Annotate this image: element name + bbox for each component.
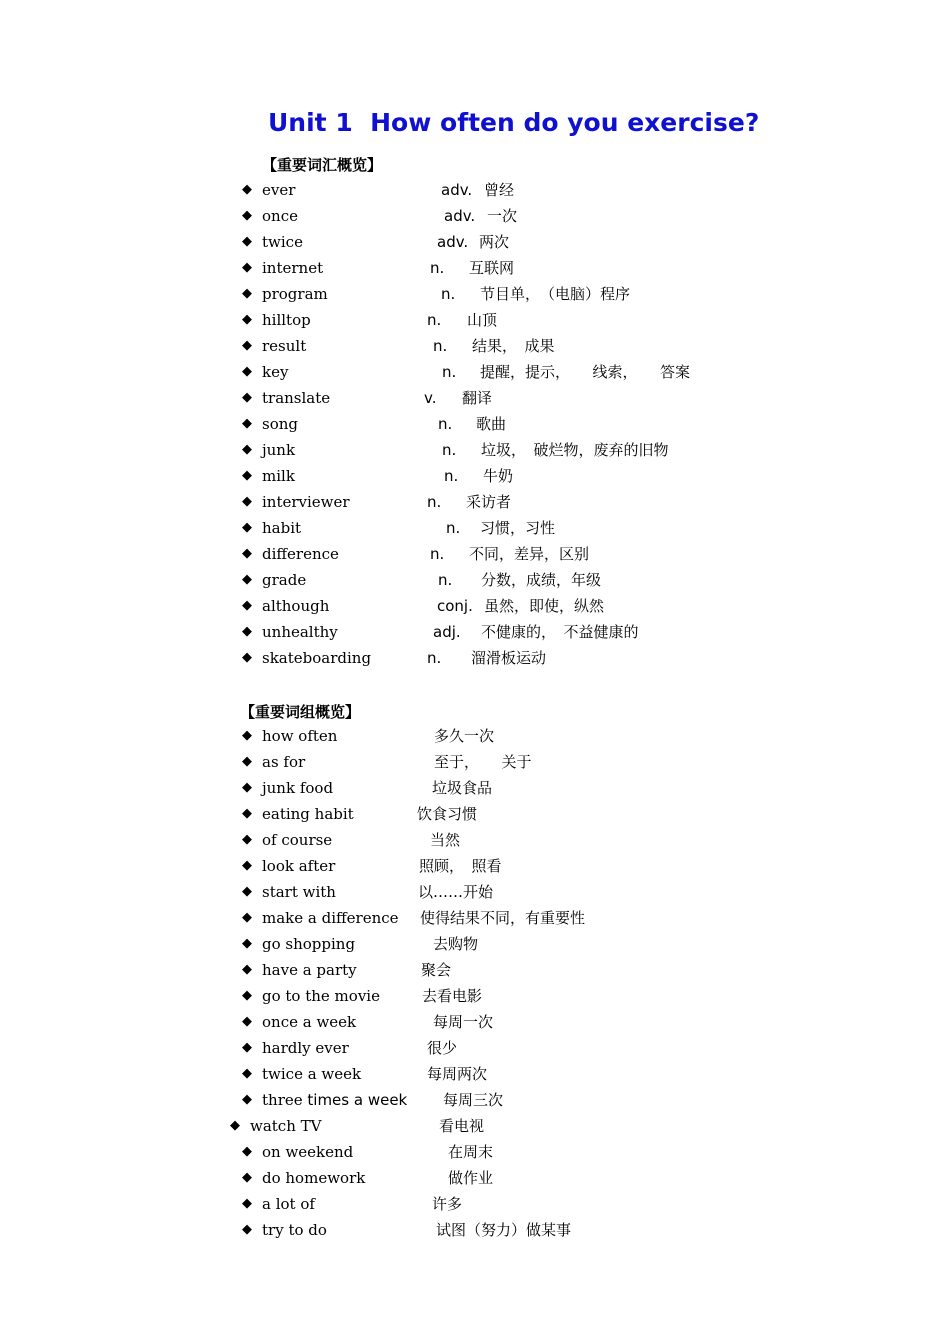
page-title: Unit 1 How often do you exercise? <box>268 108 760 137</box>
vocab-meaning: 习惯，习性 <box>480 519 556 537</box>
diamond-bullet-icon: ◆ <box>242 546 252 561</box>
phrase-meaning: 垃圾食品 <box>432 779 493 797</box>
vocab-word: key <box>262 363 289 381</box>
vocab-word: hilltop <box>262 311 311 329</box>
diamond-bullet-icon: ◆ <box>242 260 252 275</box>
phrase-meaning: 许多 <box>432 1195 463 1213</box>
diamond-bullet-icon: ◆ <box>242 182 252 197</box>
vocab-meaning: 曾经 <box>484 181 515 199</box>
vocab-pos: adj. <box>433 623 461 641</box>
vocab-word: difference <box>262 545 339 563</box>
vocab-word: once <box>262 207 298 225</box>
diamond-bullet-icon: ◆ <box>242 598 252 613</box>
vocab-pos: n. <box>446 519 461 537</box>
phrase-meaning: 去看电影 <box>422 987 483 1005</box>
phrase-meaning: 试图（努力）做某事 <box>436 1221 572 1239</box>
vocab-word: interviewer <box>262 493 350 511</box>
vocab-pos: n. <box>427 493 442 511</box>
vocab-word: ever <box>262 181 296 199</box>
phrase-meaning: 当然 <box>430 831 461 849</box>
diamond-bullet-icon: ◆ <box>242 1222 252 1237</box>
phrase-meaning: 去购物 <box>433 935 479 953</box>
vocab-word: translate <box>262 389 331 407</box>
phrase-meaning: 每周三次 <box>443 1091 504 1109</box>
diamond-bullet-icon: ◆ <box>242 624 252 639</box>
phrase-meaning: 以……开始 <box>418 883 494 901</box>
phrase-text: on weekend <box>262 1143 354 1161</box>
diamond-bullet-icon: ◆ <box>242 962 252 977</box>
phrase-text: have a party <box>262 961 357 979</box>
diamond-bullet-icon: ◆ <box>242 936 252 951</box>
vocab-pos: adv. <box>444 207 476 225</box>
vocab-word: milk <box>262 467 295 485</box>
vocab-word: unhealthy <box>262 623 338 641</box>
vocab-pos: n. <box>430 545 445 563</box>
phrase-text: do homework <box>262 1169 366 1187</box>
vocab-meaning: 溜滑板运动 <box>471 649 547 667</box>
diamond-bullet-icon: ◆ <box>242 988 252 1003</box>
vocab-pos: n. <box>427 649 442 667</box>
phrase-text: start with <box>262 883 336 901</box>
vocab-meaning: 牛奶 <box>483 467 514 485</box>
phrase-section-heading: 【重要词组概览】 <box>240 703 361 721</box>
vocab-word: habit <box>262 519 302 537</box>
diamond-bullet-icon: ◆ <box>242 442 252 457</box>
diamond-bullet-icon: ◆ <box>242 286 252 301</box>
vocab-meaning: 节目单， （电脑）程序 <box>480 285 631 303</box>
diamond-bullet-icon: ◆ <box>242 780 252 795</box>
diamond-bullet-icon: ◆ <box>242 1170 252 1185</box>
vocab-pos: v. <box>424 389 437 407</box>
phrase-text: junk food <box>262 779 334 797</box>
vocab-meaning: 不健康的， 不益健康的 <box>481 623 639 641</box>
phrase-text: a lot of <box>262 1195 315 1213</box>
vocab-meaning: 分数，成绩，年级 <box>481 571 602 589</box>
diamond-bullet-icon: ◆ <box>242 728 252 743</box>
vocab-pos: n. <box>438 571 453 589</box>
vocab-pos: n. <box>433 337 448 355</box>
phrase-text: go to the movie <box>262 987 380 1005</box>
phrase-text <box>262 1087 407 1113</box>
vocab-word: although <box>262 597 330 615</box>
phrase-text: try to do <box>262 1221 327 1239</box>
diamond-bullet-icon: ◆ <box>242 572 252 587</box>
phrase-text: how often <box>262 727 338 745</box>
diamond-bullet-icon: ◆ <box>242 494 252 509</box>
vocab-word: skateboarding <box>262 649 372 667</box>
phrase-text: make a difference <box>262 909 399 927</box>
vocab-pos: adv. <box>441 181 473 199</box>
vocab-meaning: 山顶 <box>467 311 498 329</box>
vocab-meaning: 互联网 <box>469 259 515 277</box>
diamond-bullet-icon: ◆ <box>242 390 252 405</box>
diamond-bullet-icon: ◆ <box>242 1092 252 1107</box>
diamond-bullet-icon: ◆ <box>242 1196 252 1211</box>
diamond-bullet-icon: ◆ <box>230 1118 240 1133</box>
diamond-bullet-icon: ◆ <box>242 910 252 925</box>
phrase-text: go shopping <box>262 935 356 953</box>
phrase-meaning: 聚会 <box>421 961 452 979</box>
phrase-text: of course <box>262 831 333 849</box>
diamond-bullet-icon: ◆ <box>242 520 252 535</box>
diamond-bullet-icon: ◆ <box>242 1144 252 1159</box>
phrase-text-part: times a week <box>307 1091 408 1109</box>
vocab-section-heading: 【重要词汇概览】 <box>262 156 383 174</box>
vocab-word: result <box>262 337 307 355</box>
vocab-word: junk <box>262 441 296 459</box>
vocab-pos: n. <box>427 311 442 329</box>
vocab-pos: n. <box>444 467 459 485</box>
vocab-pos: adv. <box>437 233 469 251</box>
vocab-pos: n. <box>442 363 457 381</box>
vocab-pos: n. <box>441 285 456 303</box>
diamond-bullet-icon: ◆ <box>242 858 252 873</box>
diamond-bullet-icon: ◆ <box>242 1066 252 1081</box>
phrase-meaning: 很少 <box>427 1039 458 1057</box>
phrase-text: look after <box>262 857 336 875</box>
phrase-meaning: 每周两次 <box>427 1065 488 1083</box>
diamond-bullet-icon: ◆ <box>242 468 252 483</box>
diamond-bullet-icon: ◆ <box>242 832 252 847</box>
diamond-bullet-icon: ◆ <box>242 884 252 899</box>
phrase-meaning: 饮食习惯 <box>417 805 478 823</box>
vocab-pos: n. <box>442 441 457 459</box>
phrase-text-part: three <box>262 1091 308 1109</box>
phrase-meaning: 做作业 <box>448 1169 494 1187</box>
vocab-word: internet <box>262 259 324 277</box>
phrase-text: as for <box>262 753 306 771</box>
phrase-meaning: 照顾， 照看 <box>419 857 502 875</box>
vocab-meaning: 不同，差异，区别 <box>469 545 590 563</box>
vocab-pos: n. <box>430 259 445 277</box>
phrase-text: watch TV <box>250 1117 322 1135</box>
phrase-meaning: 看电视 <box>439 1117 485 1135</box>
diamond-bullet-icon: ◆ <box>242 806 252 821</box>
vocab-meaning: 歌曲 <box>476 415 507 433</box>
phrase-text: eating habit <box>262 805 354 823</box>
vocab-pos: conj. <box>437 597 473 615</box>
diamond-bullet-icon: ◆ <box>242 312 252 327</box>
vocab-word: program <box>262 285 328 303</box>
phrase-text: once a week <box>262 1013 357 1031</box>
vocab-meaning: 一次 <box>487 207 518 225</box>
vocab-pos: n. <box>438 415 453 433</box>
phrase-meaning: 在周末 <box>448 1143 494 1161</box>
vocab-word: twice <box>262 233 303 251</box>
vocab-meaning: 结果， 成果 <box>472 337 555 355</box>
diamond-bullet-icon: ◆ <box>242 338 252 353</box>
diamond-bullet-icon: ◆ <box>242 1014 252 1029</box>
vocab-meaning: 采访者 <box>466 493 512 511</box>
vocab-word: grade <box>262 571 307 589</box>
diamond-bullet-icon: ◆ <box>242 1040 252 1055</box>
vocab-meaning: 垃圾， 破烂物，废弃的旧物 <box>481 441 669 459</box>
phrase-text: twice a week <box>262 1065 362 1083</box>
vocab-meaning: 虽然，即使，纵然 <box>484 597 605 615</box>
vocab-meaning: 翻译 <box>462 389 493 407</box>
phrase-text: hardly ever <box>262 1039 349 1057</box>
diamond-bullet-icon: ◆ <box>242 650 252 665</box>
diamond-bullet-icon: ◆ <box>242 416 252 431</box>
diamond-bullet-icon: ◆ <box>242 754 252 769</box>
phrase-meaning: 使得结果不同，有重要性 <box>420 909 586 927</box>
vocab-meaning: 提醒，提示， 线索， 答案 <box>480 363 691 381</box>
phrase-meaning: 至于， 关于 <box>434 753 532 771</box>
vocab-meaning: 两次 <box>479 233 510 251</box>
phrase-meaning: 多久一次 <box>434 727 495 745</box>
diamond-bullet-icon: ◆ <box>242 364 252 379</box>
phrase-meaning: 每周一次 <box>433 1013 494 1031</box>
vocab-word: song <box>262 415 298 433</box>
diamond-bullet-icon: ◆ <box>242 208 252 223</box>
diamond-bullet-icon: ◆ <box>242 234 252 249</box>
